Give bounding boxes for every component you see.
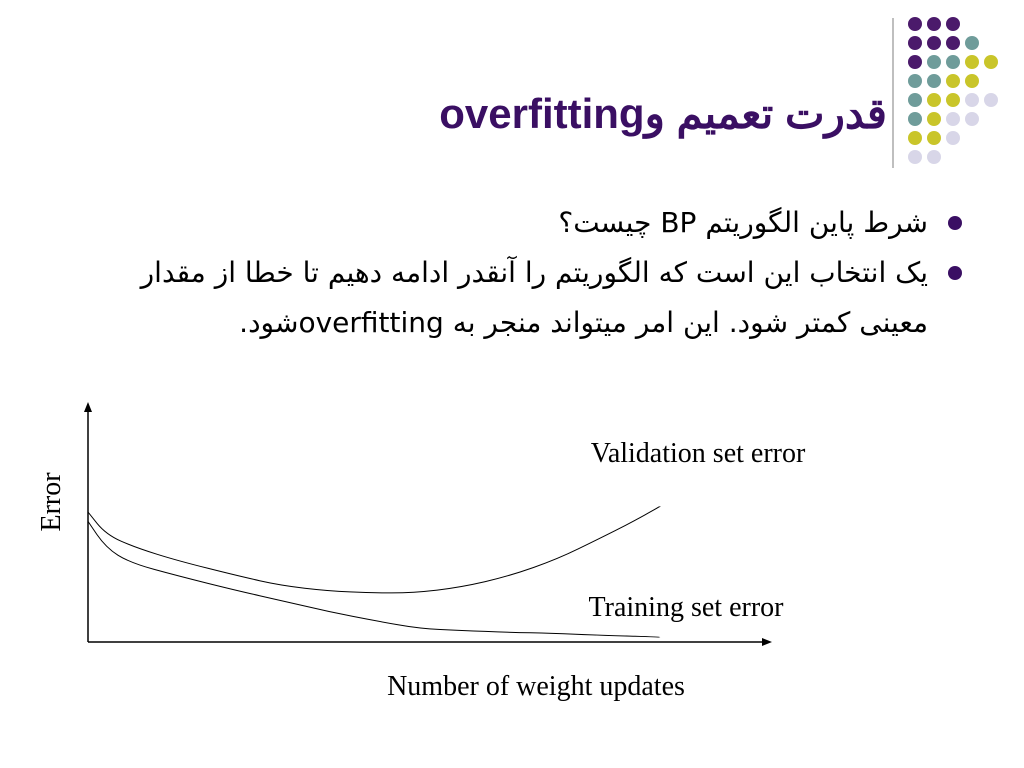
decoration-dot: [984, 93, 998, 107]
decoration-dot: [946, 36, 960, 50]
bullet-dot-icon: [948, 266, 962, 280]
decoration-dot: [946, 74, 960, 88]
decoration-dot: [946, 112, 960, 126]
bullet-list: [132, 198, 962, 348]
decoration-dot: [946, 131, 960, 145]
decoration-dot: [908, 93, 922, 107]
decoration-dot: [908, 150, 922, 164]
x-axis-arrow-icon: [762, 638, 772, 646]
decoration-dot: [946, 93, 960, 107]
decoration-dot: [908, 112, 922, 126]
decoration-dot: [965, 55, 979, 69]
decoration-dot: [965, 74, 979, 88]
decoration-dot: [927, 112, 941, 126]
series-label-training: Training set error: [588, 592, 784, 623]
decoration-dot: [927, 55, 941, 69]
bullet-text-2: یک انتخاب این است که الگوریتم را آنقدر ادامه دهیم تا خطا از مقدار معینی کمتر شود. این امر میتواند منجر به overfittingشود.: [140, 256, 928, 339]
bullet-text-1: شرط پاین الگوریتم BP چیست؟: [558, 206, 928, 239]
decoration-dot: [908, 17, 922, 31]
title-divider-line: [892, 18, 894, 168]
decoration-dot: [927, 93, 941, 107]
decoration-dot: [908, 74, 922, 88]
error-chart-svg: [0, 390, 1024, 768]
error-chart: [0, 390, 1024, 768]
series-line-validation: [88, 506, 660, 593]
slide-title: قدرت تعمیم وoverfitting: [439, 90, 887, 137]
bullet-item-2: [132, 248, 962, 348]
series-label-validation: Validation set error: [590, 438, 806, 469]
decoration-dot: [965, 112, 979, 126]
y-axis-label: Error: [36, 472, 67, 532]
decoration-dot: [946, 55, 960, 69]
decoration-dot: [965, 93, 979, 107]
decoration-dot: [965, 36, 979, 50]
series-line-training: [88, 521, 660, 637]
series-layer: [88, 438, 806, 637]
x-axis-label: Number of weight updates: [387, 671, 685, 702]
decoration-dot: [927, 131, 941, 145]
decoration-dot: [927, 74, 941, 88]
y-axis-arrow-icon: [84, 402, 92, 412]
decoration-dot: [927, 17, 941, 31]
decoration-dot: [946, 17, 960, 31]
decoration-dot: [927, 150, 941, 164]
decoration-dot: [927, 36, 941, 50]
bullet-item-1: [132, 198, 962, 248]
decoration-dot: [908, 55, 922, 69]
bullet-dot-icon: [948, 216, 962, 230]
decoration-dot: [984, 55, 998, 69]
decoration-dot: [908, 131, 922, 145]
decoration-dot: [908, 36, 922, 50]
